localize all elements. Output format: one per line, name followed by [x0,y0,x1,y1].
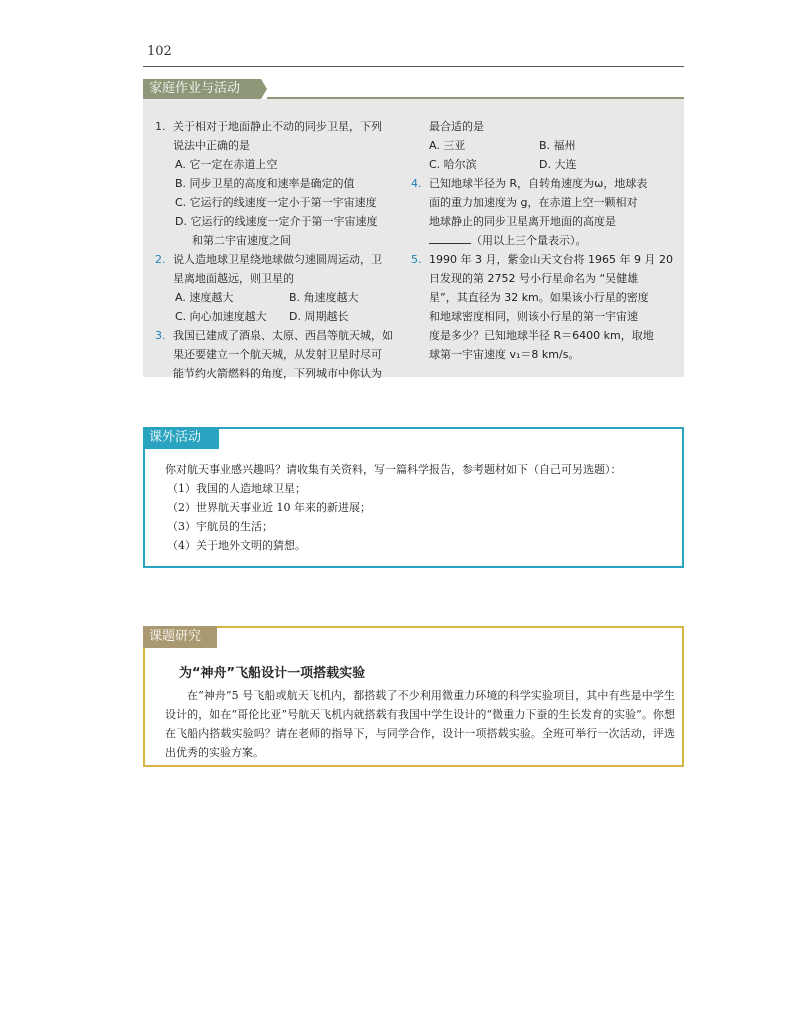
homework-left-column [155,117,403,383]
extracurricular-box [143,427,684,568]
question-text: 日发现的第 2752 号小行星命名为 “吴健雄 [429,272,639,285]
question-number: 2. [155,253,166,266]
extracurricular-body [165,460,675,555]
question-text: 已知地球半径为 R，自转角速度为ω，地球表 [429,177,648,190]
question-stem: 说法中正确的是 [173,139,250,152]
question-stem: 果还要建立一个航天城，从发射卫星时尽可 [173,348,382,361]
homework-section [143,77,684,380]
header-rule [143,66,684,67]
option-c: C. 它运行的线速度一定小于第一宇宙速度 [175,196,377,209]
list-item: （4）关于地外文明的猜想。 [167,539,306,552]
research-box [143,626,684,767]
option-b: B. 福州 [539,139,576,152]
question-text: 度是多少？已知地球半径 R＝6400 km，取地 [429,329,654,342]
option-b: B. 同步卫星的高度和速率是确定的值 [175,177,355,190]
extracurricular-heading: 课外活动 [143,427,219,449]
question-text-with-blank [429,231,674,250]
homework-right-column [411,117,674,364]
option-d: D. 大连 [539,158,577,171]
question-stem: 我国已建成了酒泉、太原、西昌等航天城，如 [173,329,393,342]
research-heading: 课题研究 [143,626,217,648]
question-text: 地球静止的同步卫星离开地面的高度是 [429,215,616,228]
option-b: B. 角速度越大 [289,291,359,304]
question-text: （用以上三个量表示）。 [471,234,587,247]
question-stem: 星离地面越远，则卫星的 [173,272,294,285]
question-2 [155,250,403,288]
homework-heading-bar [143,77,684,99]
options-row [155,307,403,326]
list-item: （1）我国的人造地球卫星； [167,482,306,495]
options-row [429,155,674,174]
option-c: C. 哈尔滨 [429,158,477,171]
option-a: A. 三亚 [429,139,466,152]
options-row [429,136,674,155]
question-number: 4. [411,177,422,190]
question-stem: 能节约火箭燃料的角度，下列城市中你认为 [173,367,382,380]
options-row [155,288,403,307]
research-body: 在“神舟”5 号飞船或航天飞机内，都搭载了不少利用微重力环境的科学实验项目，其中有些是中学生设计的，如在“哥伦比亚”号航天飞机内就搭载有我国中学生设计的“微重力下蚕的生长发育的实验”。你想在飞船内搭载实验吗？请在老师的指导下，与同学合作，设计一项搭载实验。全班可举行一次活动，评选出优秀的实验方案。 [165,689,675,759]
option-d: D. 它运行的线速度一定介于第一宇宙速度 [175,215,378,228]
answer-blank [429,231,471,244]
question-4 [411,174,674,250]
list-item: （2）世界航天事业近 10 年来的新进展； [167,501,371,514]
question-number: 3. [155,329,166,342]
homework-heading: 家庭作业与活动 [143,79,261,99]
question-text: 星”，其直径为 32 km。如果该小行星的密度 [429,291,649,304]
question-1 [155,117,403,155]
question-stem: 说人造地球卫星绕地球做匀速圆周运动，卫 [173,253,382,266]
question-text: 面的重力加速度为 g，在赤道上空一颗相对 [429,196,638,209]
question-number: 5. [411,253,422,266]
option-d: D. 周期越长 [289,310,349,323]
question-text: 球第一宇宙速度 v₁＝8 km/s。 [429,348,580,361]
question-stem: 关于相对于地面静止不动的同步卫星，下列 [173,120,382,133]
question-text: 和地球密度相同，则该小行星的第一宇宙速 [429,310,638,323]
option-c: C. 向心加速度越大 [175,310,267,323]
research-title: 为“神舟”飞船设计一项搭载实验 [179,666,366,681]
list-item: （3）宇航员的生活； [167,520,273,533]
question-3 [155,326,403,383]
option-a: A. 速度越大 [175,291,234,304]
extracurricular-intro: 你对航天事业感兴趣吗？请收集有关资料，写一篇科学报告，参考题材如下（自己可另选题）： [165,463,622,476]
question-5 [411,250,674,364]
question-3-continued: 最合适的是 [429,120,484,133]
question-text: 1990 年 3 月，紫金山天文台将 1965 年 9 月 20 [429,253,673,266]
question-number: 1. [155,120,166,133]
homework-box [143,99,684,380]
option-a: A. 它一定在赤道上空 [175,158,278,171]
option-d-continued: 和第二宇宙速度之间 [192,234,291,247]
page-number: 102 [147,44,172,59]
